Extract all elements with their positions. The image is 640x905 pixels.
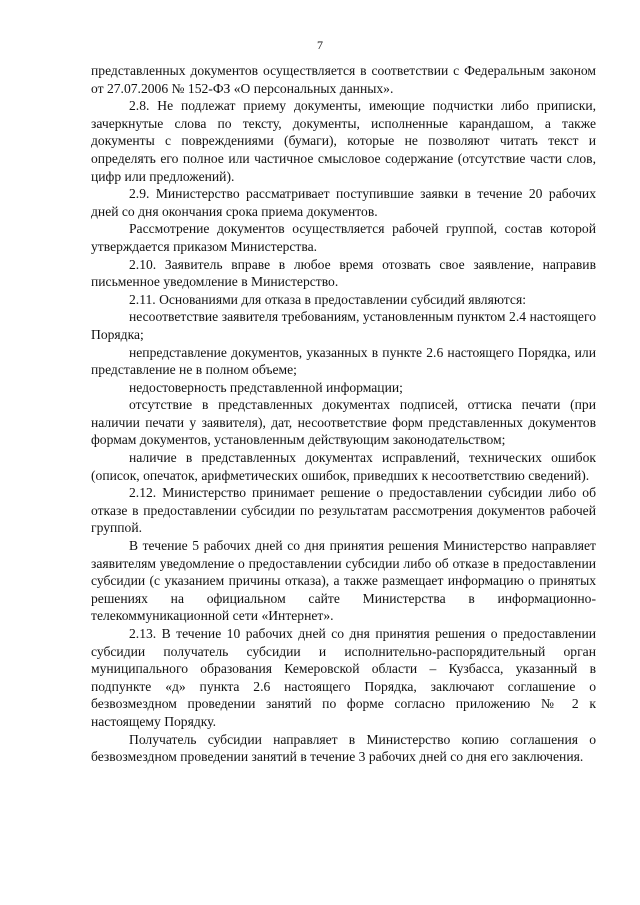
document-body xyxy=(91,62,596,766)
paragraph: 2.10. Заявитель вправе в любое время отозвать свое заявление, направив письменное уведомление в Министерство. xyxy=(91,256,596,290)
list-item: недостоверность представленной информации; xyxy=(129,379,403,395)
paragraph: 2.11. Основаниями для отказа в предоставлении субсидий являются: xyxy=(129,291,526,307)
page-number: 7 xyxy=(317,38,323,52)
paragraph: 2.12. Министерство принимает решение о предоставлении субсидии либо об отказе в предоставлении субсидии по результатам рассмотрения документов рабочей группой. xyxy=(91,485,596,536)
paragraph: В течение 5 рабочих дней со дня принятия решения Министерство направляет заявителям уведомление о предоставлении субсидии либо об отказе в предоставлении субсидии (с указанием причины отказа), а также размещает информацию о принятых решениях на официальном сайте Министерства в информационно-телекоммуникационной сети «Интернет». xyxy=(91,538,596,624)
paragraph: 2.13. В течение 10 рабочих дней со дня принятия решения о предоставлении субсидии получатель субсидии и исполнительно-распорядительный орган муниципального образования Кемеровской области – Кузбасса, указанный в подпункте «д» пункта 2.6 настоящего Порядка, заключают соглашение о безвозмездном проведении занятий по форме согласно приложению № 2 к настоящему Порядку. xyxy=(91,626,596,729)
list-item: отсутствие в представленных документах подписей, оттиска печати (при наличии печати у заявителя), дат, несоответствие форм представленных документов формам документов, установленным действующим законодательством; xyxy=(91,397,596,448)
paragraph: 2.8. Не подлежат приему документы, имеющие подчистки либо приписки, зачеркнутые слова по тексту, документы, исполненные карандашом, а также документы с повреждениями (бумаги), которые не позволяют читать текст и определять его полное или частичное смысловое содержание (отсутствие части слов, цифр или предложений). xyxy=(91,98,596,184)
list-item: несоответствие заявителя требованиям, установленным пунктом 2.4 настоящего Порядка; xyxy=(91,309,596,342)
list-item: непредставление документов, указанных в пункте 2.6 настоящего Порядка, или представление не в полном объеме; xyxy=(91,344,596,378)
paragraph: 2.9. Министерство рассматривает поступившие заявки в течение 20 рабочих дней со дня окончания срока приема документов. xyxy=(91,186,596,219)
paragraph: Получатель субсидии направляет в Министерство копию соглашения о безвозмездном проведении занятий в течение 3 рабочих дней со дня его заключения. xyxy=(91,731,596,765)
paragraph: представленных документов осуществляется в соответствии с Федеральным законом от 27.07.2006 № 152-ФЗ «О персональных данных». xyxy=(91,63,596,96)
paragraph: Рассмотрение документов осуществляется рабочей группой, состав которой утверждается приказом Министерства. xyxy=(91,221,596,254)
list-item: наличие в представленных документах исправлений, технических ошибок (описок, опечаток, арифметических ошибок, приведших к несоответствию сведений). xyxy=(91,450,596,483)
